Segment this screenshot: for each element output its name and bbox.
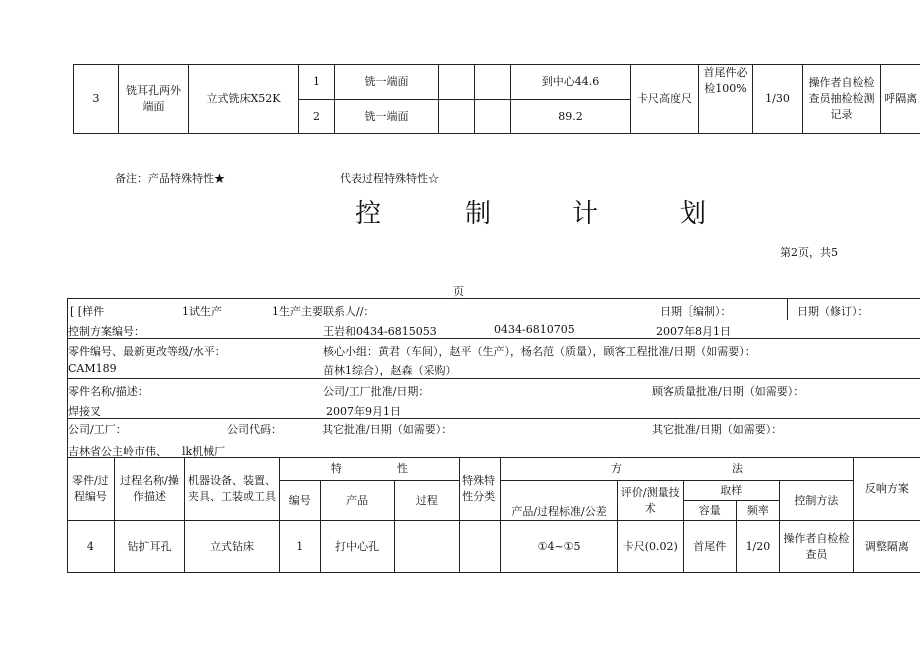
char-no: 1 — [299, 65, 335, 100]
date-edit-label: 日期［编制）： — [660, 305, 732, 318]
plan-number-label: 控制方案编号： — [68, 325, 145, 338]
col-machine: 机器设备、装置、夹具、工装或工具 — [185, 458, 279, 521]
col-spec: 产品/过程标准/公差 — [501, 481, 618, 521]
row-special — [460, 521, 501, 573]
col-sample: 取样 — [683, 481, 779, 501]
core-team: 核心小组：黄君（车间），赵平（生产），杨名范（质量），顾客工程批准/日期（如需要）： — [323, 345, 756, 358]
spec: 到中心44.6 — [511, 65, 631, 100]
page-info-cont: 页 — [453, 285, 464, 298]
col-control: 控制方法 — [779, 481, 853, 521]
row-no: 4 — [67, 521, 114, 573]
row-eval: 卡尺(0.02) — [617, 521, 683, 573]
part-name-label: 零件名称/描述： — [68, 385, 149, 398]
title-char: 控 — [355, 199, 382, 229]
contact-phone: 王岩和0434-6815053 — [323, 325, 437, 338]
row-number: 3 — [74, 65, 119, 134]
control-method: 操作者自检检查员抽检检测记录 — [803, 65, 881, 134]
machine: 立式铣床X52K — [189, 65, 299, 134]
row-process — [394, 521, 460, 573]
phone-2: 0434-6810705 — [494, 323, 575, 336]
factory-name: lk机械厂 — [182, 445, 226, 458]
row-reaction: 调整隔离 — [853, 521, 920, 573]
eval-method: 卡尺高度尺 — [631, 65, 699, 134]
title-char: 划 — [680, 199, 707, 229]
col-part-process-no: 零件/过程编号 — [67, 458, 114, 521]
sample-checkbox: [ [样件 — [70, 305, 105, 318]
company-label: 公司/工厂： — [68, 423, 127, 436]
row-spec: ①4~①5 — [501, 521, 618, 573]
row-char-no: 1 — [279, 521, 320, 573]
part-number-label: 零件编号、最新更改等级/水平： — [68, 345, 226, 358]
col-size: 容量 — [683, 501, 736, 521]
process-char — [439, 100, 475, 134]
row-control: 操作者自检检查员 — [779, 521, 853, 573]
note-process-special: 代表过程特殊特性☆ — [340, 172, 439, 185]
col-special-class: 特殊特性分类 — [460, 458, 501, 521]
col-process-name: 过程名称/操作描述 — [114, 458, 185, 521]
row-machine: 立式钻床 — [185, 521, 279, 573]
title-char: 计 — [572, 199, 599, 229]
special-class — [475, 100, 511, 134]
col-characteristics: 特 性 — [279, 458, 459, 481]
process-char — [439, 65, 475, 100]
other-approval-label: 其它批准/日期（如需要）： — [652, 423, 783, 436]
product-char: 铣一端面 — [335, 65, 439, 100]
core-team-cont: 苗林1综合），赵森（采购） — [323, 364, 457, 377]
reaction-plan: 呼隔离 — [881, 65, 920, 134]
col-freq: 频率 — [736, 501, 779, 521]
date-revision-label: 日期（修订）： — [797, 305, 869, 318]
company-code-label: 公司代码： — [227, 423, 282, 436]
sample-size: 首尾件必检100% — [699, 65, 753, 134]
other-approval-label: 其它批准/日期（如需要）： — [322, 423, 453, 436]
char-no: 2 — [299, 100, 335, 134]
process-name: 铣耳孔两外端面 — [119, 65, 189, 134]
col-methods: 方 法 — [501, 458, 854, 481]
col-process: 过程 — [394, 481, 460, 521]
row-product: 打中心孔 — [320, 521, 394, 573]
row-size: 首尾件 — [683, 521, 736, 573]
page-info: 第2页，共5 — [780, 246, 838, 259]
title-char: 制 — [465, 199, 492, 229]
col-product: 产品 — [320, 481, 394, 521]
frequency: 1/30 — [753, 65, 803, 134]
date-edit-value: 2007年8月1日 — [656, 325, 731, 338]
note-product-special: 备注：产品特殊特性★ — [115, 172, 225, 185]
part-number: CAM189 — [68, 362, 117, 375]
col-no: 编号 — [279, 481, 320, 521]
approval-date: 2007年9月1日 — [326, 405, 401, 418]
row-freq: 1/20 — [736, 521, 779, 573]
col-eval: 评价/测量技术 — [617, 481, 683, 521]
main-table — [67, 457, 920, 573]
col-reaction: 反响方案 — [853, 458, 920, 521]
top-table — [73, 64, 920, 134]
part-name: 焊接叉 — [68, 405, 101, 418]
row-process-name: 钻扩耳孔 — [114, 521, 185, 573]
customer-quality-approval-label: 顾客质量批准/日期（如需要）： — [652, 385, 805, 398]
company-name: 吉林省公主岭市伟、 — [68, 445, 167, 458]
product-char: 铣一端面 — [335, 100, 439, 134]
trial-production: 1试生产 — [182, 305, 222, 318]
spec: 89.2 — [511, 100, 631, 134]
production-contact: 1生产主要联系人//： — [272, 305, 375, 318]
special-class — [475, 65, 511, 100]
supplier-approval-label: 公司/工厂批准/日期： — [323, 385, 430, 398]
